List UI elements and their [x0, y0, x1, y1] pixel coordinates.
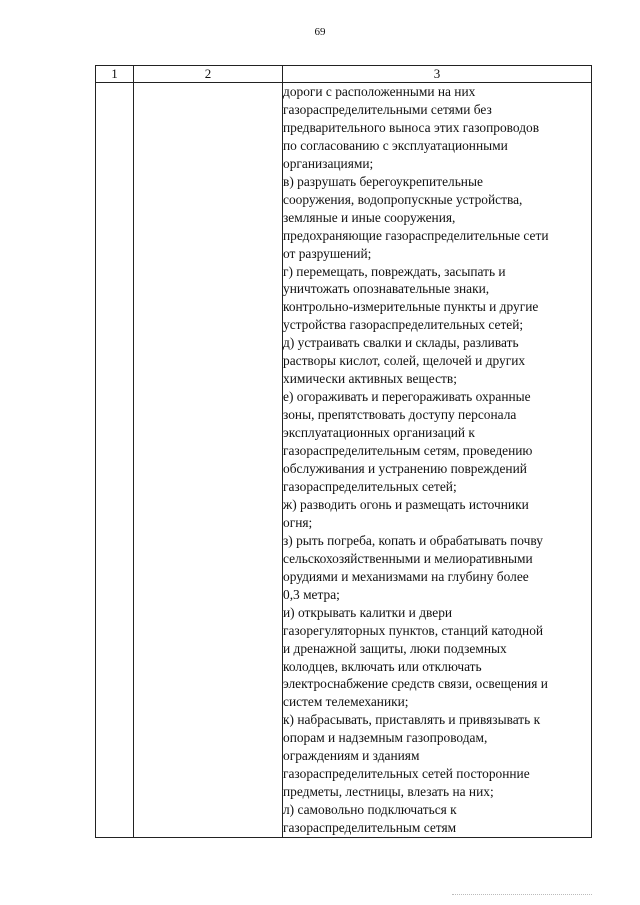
text-line: газораспределительных сетей;	[283, 478, 457, 494]
table-row	[96, 83, 592, 838]
cell-3-text	[283, 83, 591, 837]
text-line: организациями;	[283, 155, 374, 171]
text-line: дороги с расположенными на них	[283, 84, 476, 99]
text-line: з) рыть погреба, копать и обрабатывать почву	[283, 532, 543, 548]
text-line: газораспределительных сетей посторонние	[283, 766, 530, 782]
text-line: земляные и иные сооружения,	[283, 209, 456, 225]
text-line: эксплуатационных организаций к	[283, 425, 475, 441]
text-line: ж) разводить огонь и размещать источники	[283, 496, 529, 512]
text-line: газораспределительными сетями без	[283, 101, 492, 117]
text-line: газораспределительным сетям	[283, 820, 457, 836]
table-header-row	[96, 66, 592, 83]
table-cell-2	[134, 83, 283, 838]
text-line: е) огораживать и перегораживать охранные	[283, 389, 531, 405]
text-line: от разрушений;	[283, 245, 372, 261]
text-line: и) открывать калитки и двери	[283, 604, 453, 620]
text-line: газорегуляторных пунктов, станций катодной	[283, 622, 544, 638]
text-line: г) перемещать, повреждать, засыпать и	[283, 263, 506, 279]
text-line: обслуживания и устранению повреждений	[283, 461, 527, 477]
text-line: орудиями и механизмами на глубину более	[283, 568, 529, 584]
text-line: уничтожать опознавательные знаки,	[283, 281, 490, 297]
text-line: и дренажной защиты, люки подземных	[283, 640, 507, 656]
text-line: зоны, препятствовать доступу персонала	[283, 407, 517, 423]
text-line: контрольно-измерительные пункты и другие	[283, 299, 539, 315]
text-line: в) разрушать берегоукрепительные	[283, 173, 483, 189]
column-header-2: 2	[134, 66, 283, 83]
text-line: сооружения, водопропускные устройства,	[283, 191, 523, 207]
document-table	[95, 65, 592, 838]
column-header-1: 1	[96, 66, 134, 83]
text-line: сельскохозяйственными и мелиоративными	[283, 550, 533, 566]
text-line: химически активных веществ;	[283, 371, 457, 387]
text-line: по согласованию с эксплуатационными	[283, 137, 508, 153]
text-line: д) устраивать свалки и склады, разливать	[283, 335, 519, 351]
text-line: к) набрасывать, приставлять и привязывать к	[283, 712, 541, 728]
text-line: предохраняющие газораспределительные сети	[283, 227, 549, 243]
text-line: ограждениям и зданиям	[283, 748, 420, 764]
text-line: газораспределительным сетям, проведению	[283, 443, 533, 459]
text-line: предметы, лестницы, влезать на них;	[283, 784, 494, 800]
table-cell-3	[283, 83, 592, 838]
text-line: устройства газораспределительных сетей;	[283, 317, 524, 333]
column-header-3: 3	[283, 66, 592, 83]
text-line: 0,3 метра;	[283, 586, 340, 602]
text-line: предварительного выноса этих газопроводов	[283, 119, 540, 135]
text-line: растворы кислот, солей, щелочей и других	[283, 353, 526, 369]
text-line: систем телемеханики;	[283, 694, 409, 710]
table-cell-1	[96, 83, 134, 838]
footer-scan-mark	[452, 894, 592, 897]
text-line: электроснабжение средств связи, освещения и	[283, 676, 548, 692]
text-line: огня;	[283, 514, 313, 530]
page-number: 69	[314, 26, 326, 38]
text-line: колодцев, включать или отключать	[283, 658, 482, 674]
text-line: опорам и надземным газопроводам,	[283, 730, 488, 746]
text-line: л) самовольно подключаться к	[283, 802, 457, 818]
